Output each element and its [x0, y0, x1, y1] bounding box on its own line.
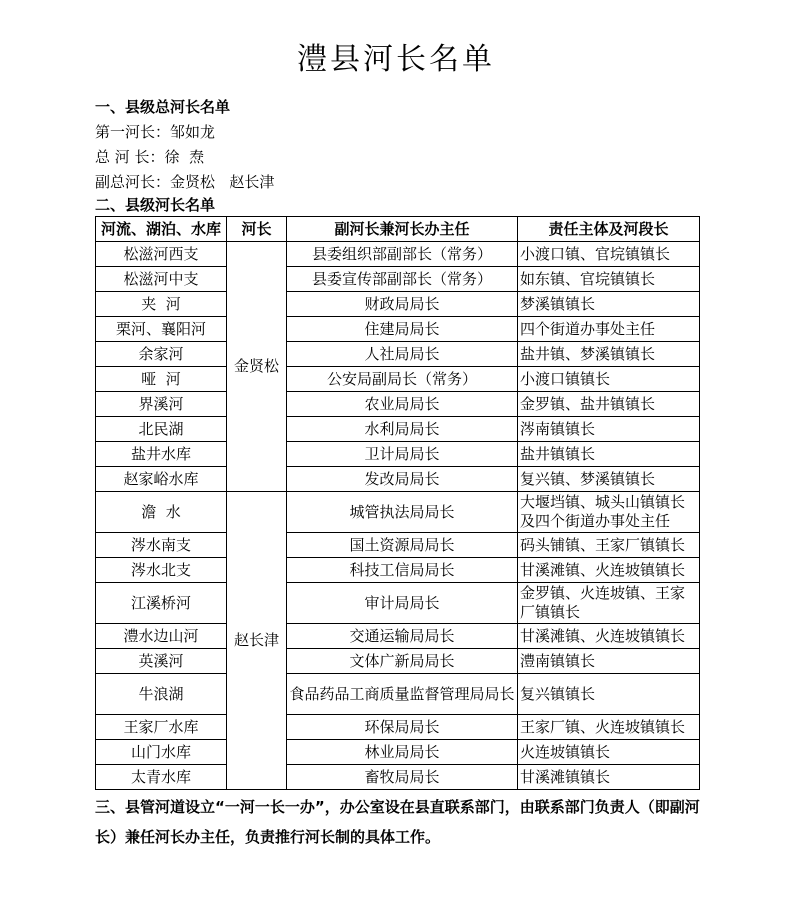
cell-river: 江溪桥河	[96, 583, 227, 624]
deputy-general-line	[95, 171, 274, 192]
table-row	[96, 417, 700, 442]
deputy-general-value: 金贤松 赵长津	[170, 173, 275, 191]
cell-responsibility: 甘溪滩镇、火连坡镇镇长	[518, 624, 700, 649]
cell-deputy: 发改局局长	[287, 467, 518, 492]
cell-deputy: 财政局局长	[287, 292, 518, 317]
river-chief-table	[95, 216, 700, 790]
cell-responsibility: 盐井镇镇长	[518, 442, 700, 467]
cell-river: 哑 河	[96, 367, 227, 392]
cell-responsibility: 复兴镇镇长	[518, 674, 700, 715]
cell-river: 英溪河	[96, 649, 227, 674]
cell-deputy: 食品药品工商质量监督管理局局长	[287, 674, 518, 715]
header-deputy: 副河长兼河长办主任	[287, 217, 518, 242]
cell-responsibility: 小渡口镇镇长	[518, 367, 700, 392]
cell-responsibility: 复兴镇、梦溪镇镇长	[518, 467, 700, 492]
cell-responsibility: 四个街道办事处主任	[518, 317, 700, 342]
cell-deputy: 县委宣传部副部长（常务）	[287, 267, 518, 292]
table-row	[96, 392, 700, 417]
cell-deputy: 文体广新局局长	[287, 649, 518, 674]
cell-river: 牛浪湖	[96, 674, 227, 715]
table-row	[96, 292, 700, 317]
table-header-row	[96, 217, 700, 242]
cell-responsibility: 如东镇、官垸镇镇长	[518, 267, 700, 292]
table-row	[96, 558, 700, 583]
cell-deputy: 卫计局局长	[287, 442, 518, 467]
cell-deputy: 交通运输局局长	[287, 624, 518, 649]
header-river: 河流、湖泊、水库	[96, 217, 227, 242]
table-row	[96, 740, 700, 765]
table-row	[96, 367, 700, 392]
cell-deputy: 住建局局长	[287, 317, 518, 342]
table-row	[96, 583, 700, 624]
cell-deputy: 科技工信局局长	[287, 558, 518, 583]
cell-responsibility: 金罗镇、盐井镇镇长	[518, 392, 700, 417]
cell-river: 澹 水	[96, 492, 227, 533]
table-row	[96, 715, 700, 740]
cell-river: 赵家峪水库	[96, 467, 227, 492]
cell-responsibility: 甘溪滩镇镇长	[518, 765, 700, 790]
cell-river: 涔水南支	[96, 533, 227, 558]
cell-responsibility: 小渡口镇、官垸镇镇长	[518, 242, 700, 267]
cell-deputy: 农业局局长	[287, 392, 518, 417]
cell-deputy: 林业局局长	[287, 740, 518, 765]
table-row	[96, 267, 700, 292]
cell-deputy: 公安局副局长（常务）	[287, 367, 518, 392]
first-chief-label: 第一河长：	[95, 123, 171, 141]
cell-responsibility: 火连坡镇镇长	[518, 740, 700, 765]
first-chief-value: 邹如龙	[170, 123, 216, 141]
table-row	[96, 317, 700, 342]
cell-river: 夹 河	[96, 292, 227, 317]
cell-responsibility: 王家厂镇、火连坡镇镇长	[518, 715, 700, 740]
cell-responsibility: 大堰垱镇、城头山镇镇长及四个街道办事处主任	[518, 492, 700, 533]
cell-responsibility: 涔南镇镇长	[518, 417, 700, 442]
section2-heading: 二、县级河长名单	[95, 196, 216, 214]
cell-river: 余家河	[96, 342, 227, 367]
page-title: 澧县河长名单	[297, 42, 495, 77]
table-row	[96, 442, 700, 467]
table-row	[96, 242, 700, 267]
first-chief-line	[95, 121, 215, 142]
cell-river: 栗河、襄阳河	[96, 317, 227, 342]
cell-responsibility: 码头铺镇、王家厂镇镇长	[518, 533, 700, 558]
table-row	[96, 492, 700, 533]
cell-deputy: 国土资源局局长	[287, 533, 518, 558]
cell-responsibility: 梦溪镇镇长	[518, 292, 700, 317]
cell-responsibility: 澧南镇镇长	[518, 649, 700, 674]
cell-deputy: 环保局局长	[287, 715, 518, 740]
table-row	[96, 649, 700, 674]
cell-responsibility: 金罗镇、火连坡镇、王家厂镇镇长	[518, 583, 700, 624]
table-row	[96, 342, 700, 367]
section3-text: 三、县管河道设立“一河一长一办”，办公室设在县直联系部门，由联系部门负责人（即副河长）兼任河长办主任，负责推行河长制的具体工作。	[95, 798, 700, 846]
header-chief: 河长	[227, 217, 287, 242]
cell-river: 涔水北支	[96, 558, 227, 583]
general-chief-label: 总 河 长：	[95, 148, 165, 166]
cell-river: 太青水库	[96, 765, 227, 790]
cell-river: 松滋河西支	[96, 242, 227, 267]
general-chief-line	[95, 146, 204, 167]
cell-deputy: 水利局局长	[287, 417, 518, 442]
cell-river: 澧水边山河	[96, 624, 227, 649]
cell-deputy: 审计局局长	[287, 583, 518, 624]
table-body	[96, 242, 700, 790]
cell-river: 松滋河中支	[96, 267, 227, 292]
deputy-general-label: 副总河长：	[95, 173, 171, 191]
cell-responsibility: 盐井镇、梦溪镇镇长	[518, 342, 700, 367]
cell-river: 北民湖	[96, 417, 227, 442]
cell-deputy: 畜牧局局长	[287, 765, 518, 790]
table-row	[96, 467, 700, 492]
table-row	[96, 765, 700, 790]
cell-deputy: 城管执法局局长	[287, 492, 518, 533]
cell-deputy: 人社局局长	[287, 342, 518, 367]
cell-river: 盐井水库	[96, 442, 227, 467]
header-responsibility: 责任主体及河段长	[518, 217, 700, 242]
table-row	[96, 674, 700, 715]
section1-heading: 一、县级总河长名单	[95, 98, 231, 116]
table-row	[96, 533, 700, 558]
cell-river: 王家厂水库	[96, 715, 227, 740]
cell-chief: 金贤松	[227, 242, 287, 492]
table-row	[96, 624, 700, 649]
cell-river: 界溪河	[96, 392, 227, 417]
cell-chief: 赵长津	[227, 492, 287, 790]
cell-river: 山门水库	[96, 740, 227, 765]
cell-responsibility: 甘溪滩镇、火连坡镇镇长	[518, 558, 700, 583]
general-chief-value: 徐 焘	[164, 148, 205, 166]
cell-deputy: 县委组织部副部长（常务）	[287, 242, 518, 267]
